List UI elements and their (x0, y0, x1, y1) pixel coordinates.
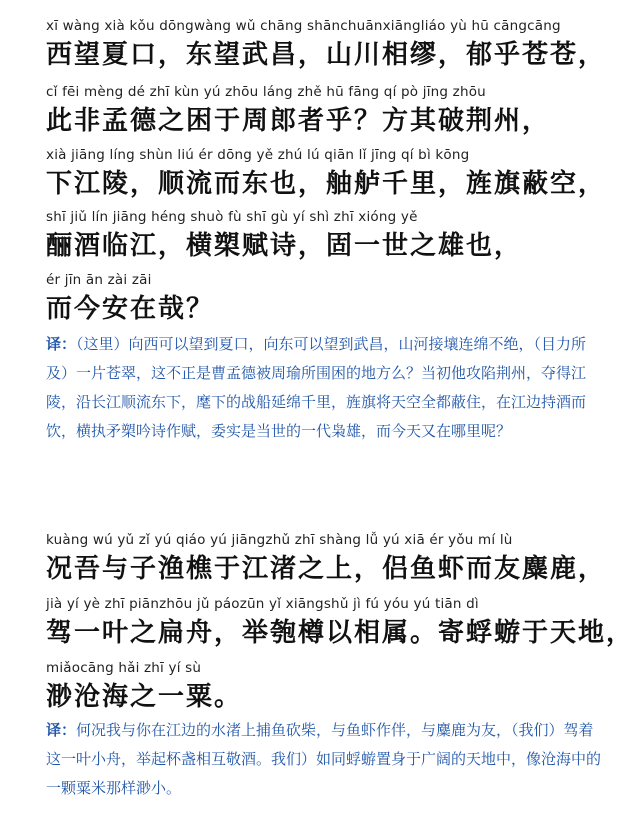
verse-line: 渺沧海之一粟。 (46, 682, 243, 712)
verse-line: 西望夏口，东望武昌，山川相缪，郁乎苍苍， (46, 40, 607, 70)
pinyin-line: ér jīn ān zài zāi (46, 272, 152, 288)
pinyin-line: kuàng wú yǔ zǐ yú qiáo yú jiāngzhǔ zhī shàng lǚ yú xiā ér yǒu mí lù (46, 532, 513, 548)
pinyin-line: miǎocāng hǎi zhī yí sù (46, 660, 202, 676)
translation-block (46, 330, 606, 446)
pinyin-line: xī wàng xià kǒu dōngwàng wǔ chāng shānchuānxiāngliáo yù hū cāngcāng (46, 18, 561, 34)
verse-line: 酾酒临江，横槊赋诗，固一世之雄也， (46, 231, 523, 261)
translation-label: 译： (46, 335, 77, 353)
translation-text: （这里）向西可以望到夏口，向东可以望到武昌，山河接壤连绵不绝，（目力所及）一片苍翠，这不正是曹孟德被周瑜所围困的地方么？当初他攻陷荆州，夺得江陵，沿长江顺流东下，麾下的战船延绵千里，旌旗将天空全都蔽住，在江边持酒而饮，横执矛槊吟诗作赋，委实是当世的一代枭雄，而今天又在哪里呢？ (46, 335, 587, 440)
verse-line: 而今安在哉？ (46, 294, 215, 324)
translation-text: 何况我与你在江边的水渚上捕鱼砍柴，与鱼虾作伴，与麋鹿为友，（我们）驾着这一叶小舟，举起杯盏相互敬酒。我们）如同蜉蝣置身于广阔的天地中，像沧海中的一颗粟米那样渺小。 (46, 721, 602, 797)
translation-label: 译： (46, 721, 77, 739)
translation-block (46, 716, 606, 803)
pinyin-line: xià jiāng líng shùn liú ér dōng yě zhú lú qiān lǐ jīng qí bì kōng (46, 147, 470, 163)
verse-line: 此非孟德之困于周郎者乎？方其破荆州， (46, 106, 551, 136)
pinyin-line: cǐ fēi mèng dé zhī kùn yú zhōu láng zhě hū fāng qí pò jīng zhōu (46, 84, 486, 100)
pinyin-line: jià yí yè zhī piānzhōu jǔ páozūn yǐ xiāngshǔ jì fú yóu yú tiān dì (46, 596, 479, 612)
verse-line: 下江陵，顺流而东也，舳舻千里，旌旗蔽空， (46, 169, 607, 199)
verse-line: 况吾与子渔樵于江渚之上，侣鱼虾而友麋鹿， (46, 554, 607, 584)
pinyin-line: shī jiǔ lín jiāng héng shuò fù shī gù yí shì zhī xióng yě (46, 209, 418, 225)
verse-line: 驾一叶之扁舟，举匏樽以相属。寄蜉蝣于天地， (46, 618, 635, 648)
